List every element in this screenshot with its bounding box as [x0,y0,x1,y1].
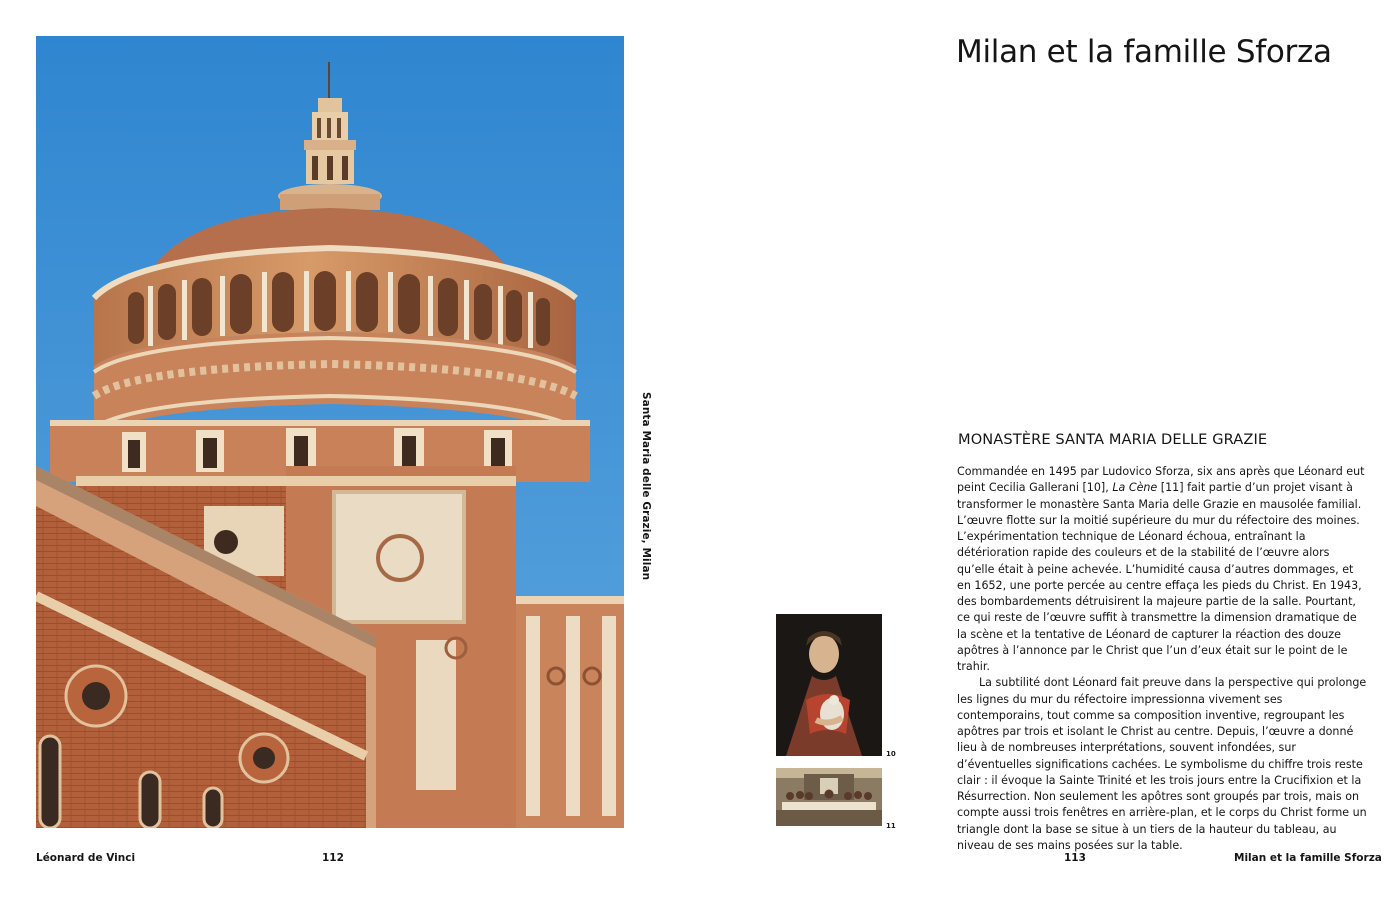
footer-right-page-number: 113 [1064,852,1086,864]
figure-10-thumbnail [776,614,882,756]
footer-right-title: Milan et la famille Sforza [1234,852,1382,864]
footer-left-title: Léonard de Vinci [36,852,136,864]
artwork-title: La Cène [1112,481,1158,495]
church-illustration [36,36,624,828]
footer-left-page-number: 112 [322,852,344,864]
portrait-illustration [776,614,882,756]
figure-11-thumbnail [776,768,882,826]
section-heading: MONASTÈRE SANTA MARIA DELLE GRAZIE [958,431,1268,448]
page-title: Milan et la famille Sforza [956,34,1332,70]
figure-10-number: 10 [886,750,896,758]
photo-caption: Santa Maria delle Grazie, Milan [640,392,652,581]
body-text [957,464,1369,854]
figure-11-number: 11 [886,822,896,830]
apse [516,596,624,828]
paragraph-2: La subtilité dont Léonard fait preuve dans la perspective qui prolonge les lignes du mur du réfectoire impressionna vivement ses contemporains, tout comme sa composition inventive, regroupant les apôtres par trois et isolant le Christ au centre. Depuis, l’œuvre a donné lieu à de nombreuses interprétations, souvent infondées, sur d’éventuelles significations cachées. Le symbolisme du chiffre trois reste clair : il évoque la Sainte Trinité et les trois jours entre la Crucifixion et la Résurrection. Non seulement les apôtres sont groupés par trois, mais on compte aussi trois fenêtres en arrière-plan, et le corps du Christ forme un triangle dont la base se situe à un tiers de la hauteur du tableau, au niveau de ses mains posées sur la table. [957,676,1367,852]
paragraph-1-start: Commandée en 1495 par Ludovico Sforza, six ans après que Léonard eut peint Cecilia Gallerani [10], [957,465,1365,495]
last-supper-illustration [776,768,882,826]
paragraph-1 [957,464,1369,675]
church-photo [36,36,624,828]
paragraph-1-end: [11] fait partie d’un projet visant à transformer le monastère Santa Maria delle Grazie en mausolée familial. L’œuvre flotte sur la moitié supérieure du mur du réfectoire des moines. L’expérimentation technique de Léonard échoua, entraînant la détérioration rapide des couleurs et de la stabilité de l’œuvre alors qu’elle était à peine achevée. L’humidité causa d’autres dommages, et en 1652, une porte percée au centre effaça les pieds du Christ. En 1943, des bombardements détruisirent la majeure partie de la salle. Pourtant, ce qui reste de l’œuvre suffit à transmettre la dimension dramatique de la scène et la tentative de Léonard de capturer la réaction des douze apôtres à l’annonce par le Christ que l’un d’eux était sur le point de le trahir. [957,481,1362,673]
